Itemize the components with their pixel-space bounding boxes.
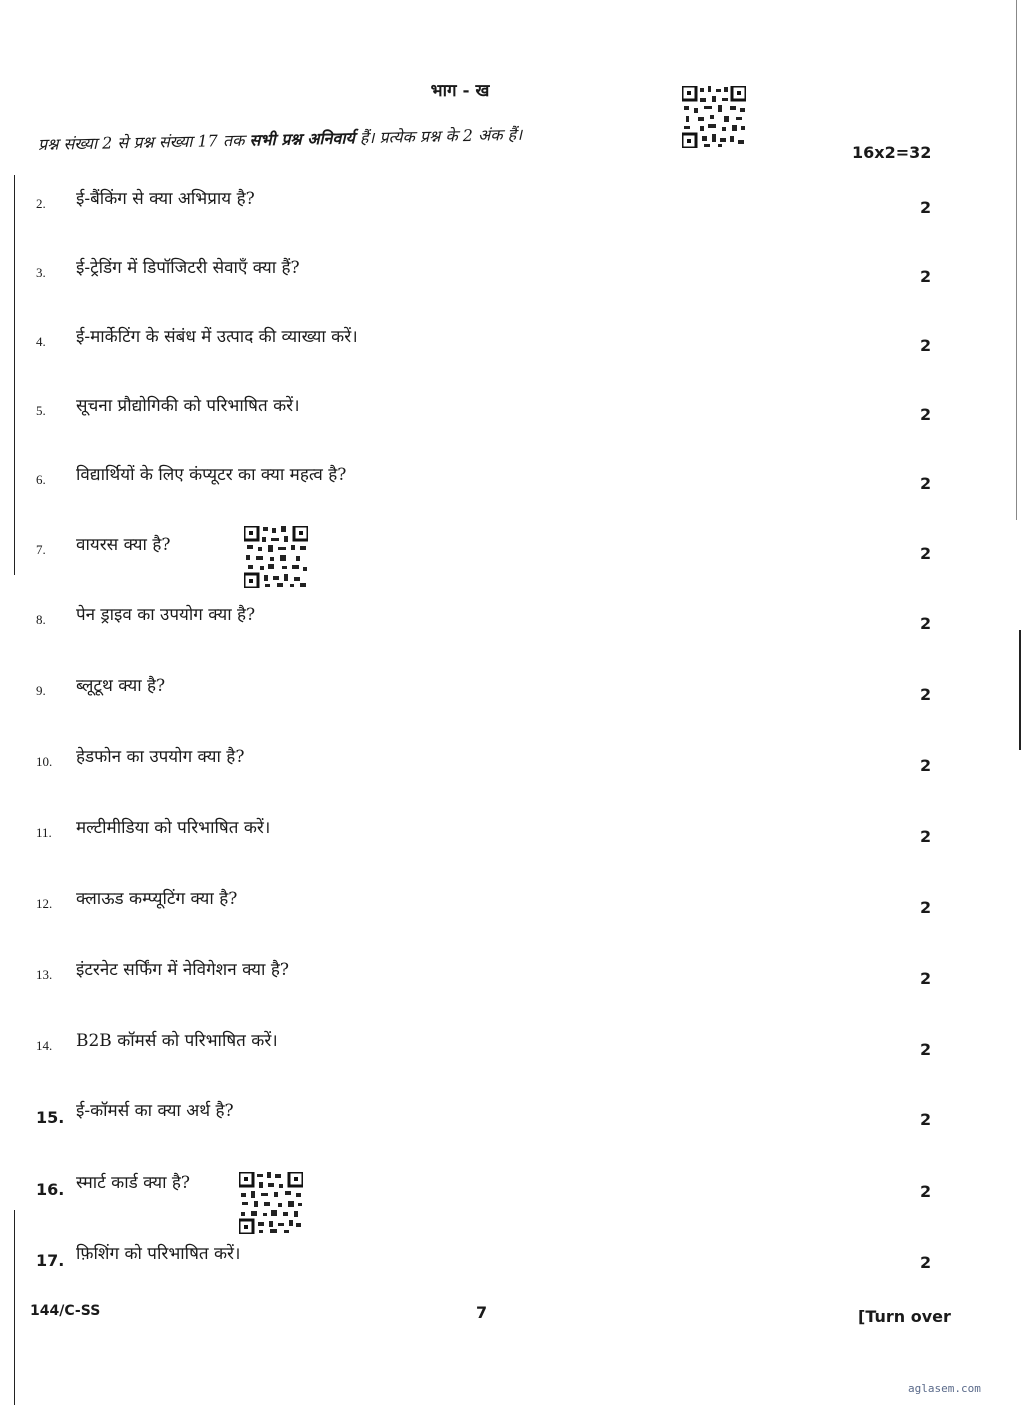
page-number: 7 [476,1303,488,1322]
question-text: पेन ड्राइव का उपयोग क्या है? [76,605,256,625]
question-text: इंटरनेट सर्फिंग में नेविगेशन क्या है? [76,960,289,980]
question-text: ई-कॉमर्स का क्या अर्थ है? [76,1101,234,1121]
question-text: ई-बैंकिंग से क्या अभिप्राय है? [76,189,255,209]
question-marks: 2 [920,756,932,775]
question-text: ई-ट्रेडिंग में डिपॉजिटरी सेवाएँ क्या हैं? [76,258,300,278]
question-marks: 2 [920,198,932,217]
question-item [0,324,1033,364]
turn-over-note: [Turn over [858,1307,951,1326]
section-title: भाग - ख [430,81,490,101]
question-number: 13. [36,967,53,982]
question-item [0,462,1033,502]
instruction-line [38,120,678,155]
question-number: 8. [36,612,46,627]
question-item [0,1241,1033,1281]
question-text: सूचना प्रौद्योगिकी को परिभाषित करें। [76,396,300,416]
question-number: 3. [36,265,46,280]
question-number: 4. [36,334,46,349]
question-item [0,186,1033,226]
watermark: aglasem.com [908,1382,981,1395]
question-marks: 2 [920,1182,932,1201]
question-item [0,602,1033,642]
question-number: 15. [36,1108,65,1127]
question-number: 9. [36,683,46,698]
left-margin-line-lower [14,1210,15,1405]
question-number: 14. [36,1038,53,1053]
question-item [0,532,1033,572]
question-marks: 2 [920,969,932,988]
question-item [0,255,1033,295]
question-item [0,1028,1033,1068]
question-text: फ़िशिंग को परिभाषित करें। [76,1244,241,1264]
question-number: 16. [36,1180,65,1199]
question-text: हेडफोन का उपयोग क्या है? [76,747,245,767]
question-number: 17. [36,1251,65,1270]
question-text: मल्टीमीडिया को परिभाषित करें। [76,818,271,838]
instruction-emphasis: सभी प्रश्न अनिवार्य [249,128,355,150]
question-item [0,957,1033,997]
paper-code: 144/C-SS [30,1303,101,1319]
question-marks: 2 [920,474,932,493]
question-item [0,744,1033,784]
question-text: स्मार्ट कार्ड क्या है? [76,1173,191,1193]
question-item [0,673,1033,713]
question-item [0,1170,1033,1210]
question-item [0,815,1033,855]
marks-scheme: 16x2=32 [852,143,932,162]
question-marks: 2 [920,898,932,917]
question-marks: 2 [920,614,932,633]
question-item [0,886,1033,926]
question-text: विद्यार्थियों के लिए कंप्यूटर का क्या महत्व है? [76,465,347,485]
question-marks: 2 [920,1253,932,1272]
question-number: 5. [36,403,46,418]
question-text: ब्लूटूथ क्या है? [76,676,166,696]
question-text: B2B कॉमर्स को परिभाषित करें। [76,1031,278,1051]
question-marks: 2 [920,827,932,846]
question-number: 6. [36,472,46,487]
question-marks: 2 [920,336,932,355]
qr-code-icon [682,86,746,148]
question-marks: 2 [920,267,932,286]
question-item [0,1098,1033,1138]
question-text: वायरस क्या है? [76,535,171,555]
question-number: 2. [36,196,46,211]
question-text: ई-मार्केटिंग के संबंध में उत्पाद की व्याख्या करें। [76,327,358,347]
question-number: 11. [36,825,52,840]
question-number: 12. [36,896,53,911]
question-marks: 2 [920,405,932,424]
question-number: 7. [36,542,46,557]
question-marks: 2 [920,685,932,704]
left-margin-line [14,175,15,575]
question-item [0,393,1033,433]
question-marks: 2 [920,544,932,563]
instruction-suffix: हैं। प्रत्येक प्रश्न के 2 अंक हैं। [354,124,523,148]
instruction-prefix: प्रश्न संख्या 2 से प्रश्न संख्या 17 तक [37,130,250,154]
question-marks: 2 [920,1110,932,1129]
question-marks: 2 [920,1040,932,1059]
question-text: क्लाऊड कम्प्यूटिंग क्या है? [76,889,238,909]
question-number: 10. [36,754,53,769]
